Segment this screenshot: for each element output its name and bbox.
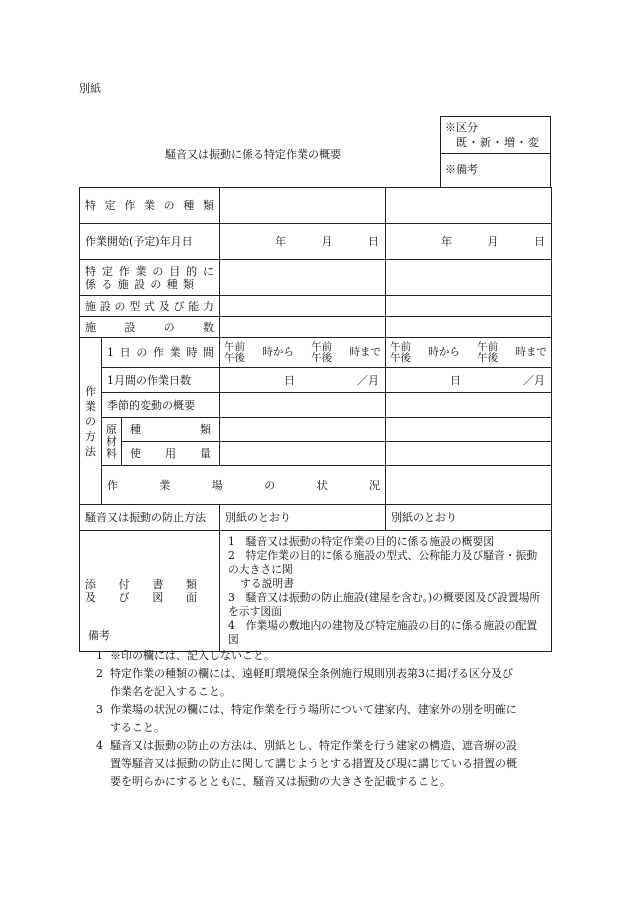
prevention-value-1[interactable]: 別紙のとおり (220, 505, 386, 531)
input-daily-hours-1[interactable] (220, 338, 386, 368)
per-month-unit: ／月 (357, 373, 380, 387)
input-daily-hours-2[interactable] (386, 338, 552, 368)
row-facility-type (80, 260, 552, 296)
input-facility-type-2[interactable] (386, 260, 552, 296)
day-unit: 日 (368, 235, 380, 248)
label-work-type: 特定作業の種類 (80, 188, 220, 224)
input-facility-count-1[interactable] (220, 317, 386, 338)
input-start-date-2[interactable] (386, 224, 552, 260)
time-to: 時まで (515, 346, 547, 358)
label-start-date: 作業開始(予定)年月日 (80, 224, 220, 260)
input-model-capacity-1[interactable] (220, 296, 386, 317)
input-work-type-2[interactable] (386, 188, 552, 224)
time-to: 時まで (349, 346, 381, 358)
per-month-unit: ／月 (523, 373, 546, 387)
year-unit: 年 (275, 235, 287, 248)
note-4: 4 騒音又は振動の防止の方法は、別紙とし、特定作業を行う建家の構造、遮音塀の設 置等騒音又は振動の防止に関して講じようとする措置及び現に講じている措置の概 要を明らかにするとともに、騒音又は振動の大きさを記載すること。 (96, 739, 517, 788)
label-facility-count: 施設の数 (80, 317, 220, 338)
row-kind (80, 418, 552, 442)
input-start-date-1[interactable] (220, 224, 386, 260)
time-from: 時から (428, 346, 460, 358)
note-2: 2 特定作業の種類の欄には、遠軽町環境保全条例施行規則別表第3に掲げる区分及び 作業名を記入すること。 (96, 667, 513, 698)
work-summary-table (79, 187, 552, 652)
form-title: 騒音又は振動に係る特定作業の概要 (165, 148, 341, 161)
attachment-item-4: 4 作業場の敷地内の建物及び特定施設の目的に係る施設の配置図 (228, 619, 538, 646)
input-monthly-days-1[interactable] (220, 368, 386, 393)
note-1: 1 ※印の欄には、記入しないこと。 (96, 649, 275, 662)
label-kind: 種類 (122, 418, 220, 442)
time-from: 時から (262, 346, 294, 358)
remarks-label: ※備考 (445, 163, 478, 176)
label-model-capacity: 施設の型式及び能力 (80, 296, 220, 317)
label-site-condition: 作業場の状況 (102, 466, 386, 505)
label-monthly-days: 1月間の作業日数 (102, 368, 220, 393)
input-site-condition-1[interactable] (386, 466, 552, 505)
classification-options: 既・新・増・変 (456, 136, 540, 149)
row-model-capacity (80, 296, 552, 317)
input-monthly-days-2[interactable] (386, 368, 552, 393)
attachment-item-2-cont: する説明書 (240, 577, 294, 590)
row-daily-hours (80, 338, 552, 368)
row-site-condition (80, 466, 552, 505)
month-unit: 月 (321, 235, 333, 248)
input-kind-1[interactable] (220, 418, 386, 442)
input-facility-count-2[interactable] (386, 317, 552, 338)
input-seasonal-2[interactable] (386, 393, 552, 418)
am-pm-start: 午前 午後 (390, 340, 412, 364)
label-facility-type-line1: 特定作業の目的に (85, 264, 215, 278)
am-pm-end: 午前 午後 (477, 340, 499, 364)
label-attachments-line1: 添付書類 (85, 578, 198, 591)
prevention-value-2[interactable]: 別紙のとおり (386, 505, 552, 531)
row-prevention (80, 505, 552, 531)
label-facility-type-line2: 係る施設の種類 (85, 277, 195, 291)
label-raw-material: 原 材 料 (102, 418, 122, 466)
year-unit: 年 (441, 235, 453, 248)
input-facility-type-1[interactable] (220, 260, 386, 296)
input-kind-2[interactable] (386, 418, 552, 442)
row-usage (80, 442, 552, 466)
day-unit: 日 (534, 235, 546, 248)
am-pm-end: 午前 午後 (311, 340, 333, 364)
am-pm-start: 午前 午後 (224, 340, 246, 364)
attachment-item-2: 2 特定作業の目的に係る施設の型式、公称能力及び騒音・振動の大きさに関 (228, 549, 538, 576)
label-facility-type (80, 260, 220, 296)
label-usage: 使用量 (122, 442, 220, 466)
row-attachments (80, 531, 552, 652)
row-monthly-days (80, 368, 552, 393)
month-unit: 月 (487, 235, 499, 248)
row-start-date (80, 224, 552, 260)
label-daily-hours: 1日の作業時間 (102, 338, 220, 368)
row-work-type (80, 188, 552, 224)
attachment-tag: 別紙 (79, 82, 101, 95)
row-facility-count (80, 317, 552, 338)
days-unit: 日 (450, 373, 462, 387)
attachment-item-1: 1 騒音又は振動の特定作業の目的に係る施設の概要図 (228, 535, 495, 548)
attachment-item-3: 3 騒音又は振動の防止施設(建屋を含む。)の概要図及び設置場所を示す図面 (228, 591, 541, 618)
input-work-type-1[interactable] (220, 188, 386, 224)
notes-heading: 備考 (88, 629, 110, 642)
input-seasonal-1[interactable] (220, 393, 386, 418)
label-prevention: 騒音又は振動の防止方法 (80, 505, 220, 531)
label-attachments-line2: 及び図面 (85, 591, 198, 604)
input-model-capacity-2[interactable] (386, 296, 552, 317)
input-usage-1[interactable] (220, 442, 386, 466)
days-unit: 日 (284, 373, 296, 387)
row-seasonal (80, 393, 552, 418)
classification-label: ※区分 (445, 121, 478, 134)
input-usage-2[interactable] (386, 442, 552, 466)
label-seasonal: 季節的変動の概要 (102, 393, 220, 418)
note-3: 3 作業場の状況の欄には、特定作業を行う場所について建家内、建家外の別を明確に すること。 (96, 703, 517, 734)
label-work-method: 作 業 の 方 法 (80, 338, 102, 505)
attachments-list (220, 531, 552, 652)
